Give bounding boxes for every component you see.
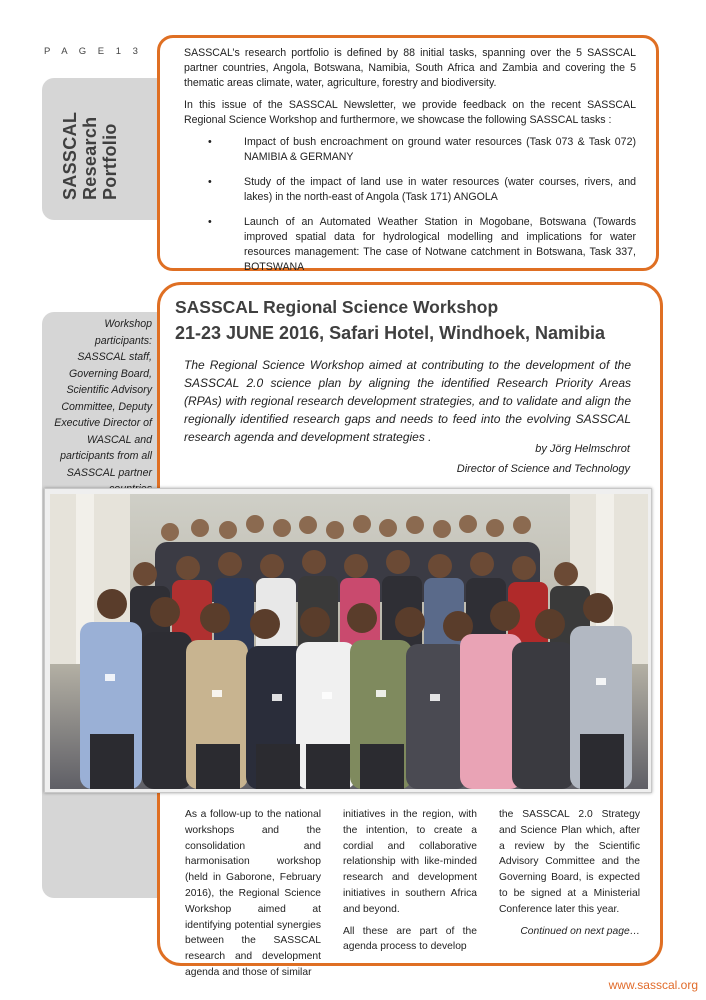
body-column-1 [185,807,321,987]
portfolio-intro: SASSCAL’s research portfolio is defined by 88 initial tasks, spanning over the 5 SASSCAL partner countries, Angola, Botswana, Namibia, South Africa and Zambia and covering the 5 thematic areas climate, water, agriculture, forestry and biodiversity. [184,47,636,89]
group-photo [44,488,652,793]
task-list [184,135,636,275]
body-column-3 [499,807,640,945]
body-paragraph: As a follow-up to the national workshops and the consolidation and harmonisation workshop (held in Gaborone, February 2016), the Regional Science Workshop aimed at identifying potential synergies between the SASSCAL research and development agenda and those of similar [185,809,321,978]
body-column-2 [343,807,477,961]
article-subtitle: 21-23 JUNE 2016, Safari Hotel, Windhoek, Namibia [175,323,605,343]
section-title-line-2: Research [80,116,100,200]
continued-note: Continued on next page… [520,925,640,937]
task-item [184,135,636,165]
body-paragraph: the SASSCAL 2.0 Strategy and Science Plan which, after a review by the Scientific Advisory Committee and the Governing Board, is expected to be signed at a Ministerial Conference later this year. [499,809,640,915]
task-item [184,215,636,275]
bullet-icon: • [208,216,212,228]
task-text: Impact of bush encroachment on ground water resources (Task 073 & Task 072) NAMIBIA & GERMANY [244,136,636,163]
group-photo-image [50,494,648,789]
article-lead: The Regional Science Workshop aimed at contributing to the development of the SASSCAL 2.0 science plan by aligning the identified Research Priority Areas (RPAs) with regional research development strategies, and to validate and align the regionally identified research gaps and needs to feed into the evolving SASSCAL research agenda and development strategies . [184,358,631,444]
portfolio-newsletter-note: In this issue of the SASSCAL Newsletter, we provide feedback on the recent SASSCAL Regional Science Workshop and furthermore, we showcase the following SASSCAL tasks : [184,99,636,126]
bullet-icon: • [208,136,212,148]
footer-url: www.sasscal.org [608,978,698,992]
article-title: SASSCAL Regional Science Workshop [175,297,499,317]
photo-caption: Workshop participants: SASSCAL staff, Governing Board, Scientific Advisory Committee, Deputy Executive Director of WASCAL and participants from all SASSCAL partner [54,318,152,479]
section-title-line-3: Portfolio [100,123,120,200]
task-text: Launch of an Automated Weather Station in Mogobane, Botswana (Towards improved spatial data for hydrological modelling and implications for water resources management: The case of Notwane catchment in Botswana, Task 337, BOTSWANA [244,216,636,273]
task-text: Study of the impact of land use in water resources (water courses, rivers, and lakes) in the north-east of Angola (Task 171) ANGOLA [244,176,636,203]
section-title-line-1: SASSCAL [60,111,80,200]
body-paragraph: initiatives in the region, with the intention, to create a cordial and collaborative relationship with like-minded research and development initiatives in southern Africa and beyond. [343,809,477,915]
author-role: Director of Science and Technology [456,463,630,475]
section-title-vertical [60,112,120,200]
author-byline: by Jörg Helmschrot [535,443,630,455]
page-number: P A G E 1 3 [44,46,143,57]
portfolio-box [157,35,659,271]
body-paragraph: All these are part of the agenda process to develop [343,925,477,953]
task-item [184,175,636,205]
bullet-icon: • [208,176,212,188]
